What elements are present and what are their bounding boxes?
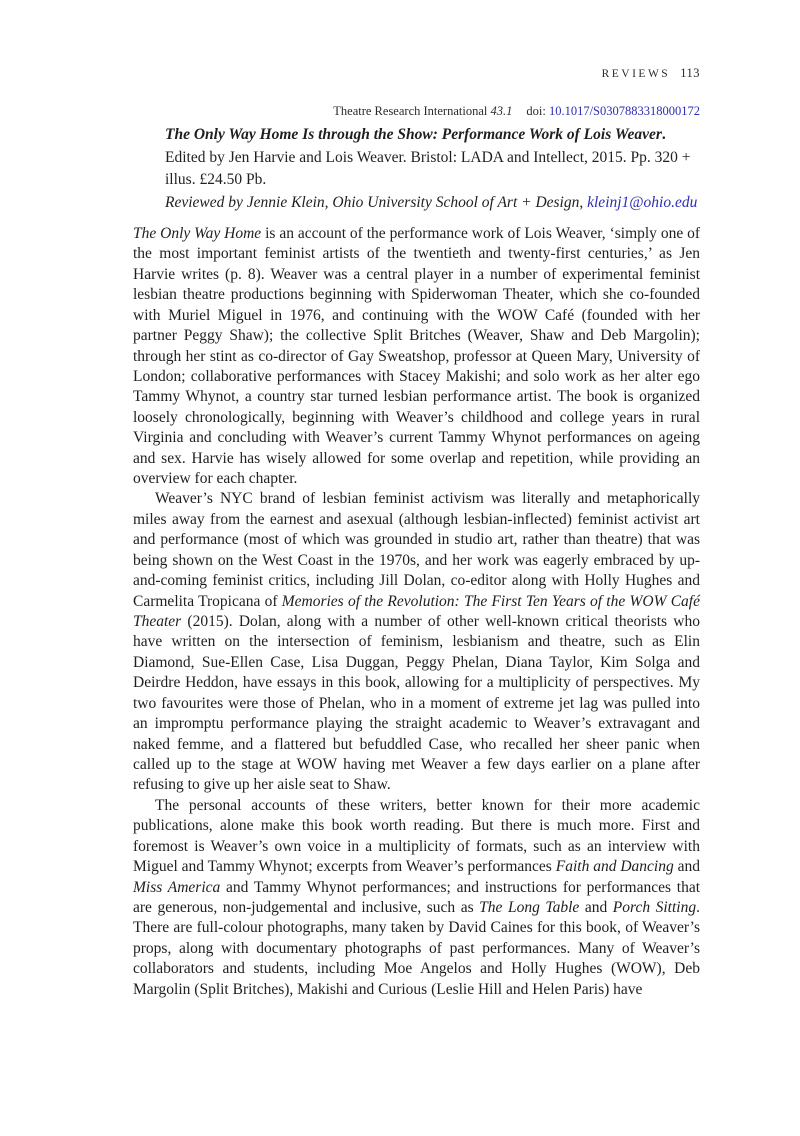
book-title-line [165, 124, 702, 147]
italic-run: Faith and Dancing [555, 858, 674, 876]
text-run: Weaver’s NYC brand of lesbian feminist activism was literally and metaphorically miles away from the earnest and asexual (although lesbian-inflected) feminist activist art and performance (most of which was grounded in studio art, rather than theatre) that was being shown on the West Coast in the 1970s, and her work was eagerly embraced by up-and-coming feminist critics, including Jill Dolan, co-editor along with Holly Hughes and Carmelita Tropicana of [133, 490, 700, 610]
book-heading [165, 124, 702, 214]
italic-run: The Long Table [479, 898, 580, 916]
volume-issue: 43.1 [490, 104, 513, 118]
body-paragraph [133, 489, 700, 795]
journal-title: Theatre Research International [333, 104, 488, 118]
text-run: . There are full-colour photographs, many taken by David Caines for this book, of Weaver’s props, along with documentary photographs of past performances. Many of Weaver’s collaborators and students, including Moe Angelos and Holly Hughes (WOW), Deb Margolin (Split Britches), Makishi and Curious (Leslie Hill and Helen Paris) have [133, 898, 700, 998]
doi-label: doi: [526, 104, 546, 118]
book-edition-statement: Edited by Jen Harvie and Lois Weaver. Bristol: LADA and Intellect, 2015. Pp. 320 + illus. £24.50 Pb. [165, 148, 691, 188]
text-run: and Tammy Whynot performances; and instructions for performances that are generous, non-judgemental and inclusive, such as [133, 878, 701, 916]
text-run: (2015). Dolan, along with a number of other well-known critical theorists who have written on the intersection of feminism, lesbianism and theatre, such as Elin Diamond, Sue-Ellen Case, Lisa Duggan, Peggy Phelan, Diana Taylor, Kim Solga and Deirdre Heddon, have essays in this book, allowing for a multiplicity of perspectives. My two favourites were those of Phelan, who in a moment of extreme jet lag was pulled into an impromptu performance playing the straight academic to Weaver’s extravagant and naked femme, and a flattered but befuddled Case, who recalled her sheer panic when called up to the stage at WOW having met Weaver a few days earlier on a plane after refusing to give up her aisle seat to Shaw. [133, 613, 700, 794]
italic-run: Memories of the Revolution: The First Ten Years of the WOW Café Theater [133, 592, 700, 631]
text-run: and [579, 898, 613, 916]
review-body [133, 224, 700, 1000]
reviewer-line [165, 192, 702, 215]
reviewed-by-text: Reviewed by Jennie Klein, Ohio University School of Art + Design, [165, 193, 588, 211]
page-number: 113 [680, 66, 700, 80]
body-paragraph [133, 224, 700, 489]
running-head [602, 66, 700, 81]
book-title: The Only Way Home Is through the Show: Performance Work of Lois Weaver [165, 126, 662, 143]
book-title-period: . [661, 126, 666, 143]
italic-run: The Only Way Home [133, 225, 262, 242]
journal-citation-line [333, 104, 700, 119]
text-run: and [673, 858, 700, 876]
doi-link[interactable]: 10.1017/S0307883318000172 [548, 104, 700, 118]
italic-run: Porch Sitting [612, 898, 697, 916]
body-paragraph [133, 796, 700, 1000]
reviewer-email-link[interactable]: kleinj1@ohio.edu [587, 193, 698, 211]
text-run: The personal accounts of these writers, better known for their more academic publications, alone make this book worth reading. But there is much more. First and foremost is Weaver’s own voice in a multiplicity of formats, such as an interview with Miguel and Tammy Whynot; excerpts from Weaver’s performances [133, 796, 700, 876]
running-head-section-label: REVIEWS [601, 68, 671, 80]
italic-run: Miss America [133, 878, 221, 896]
text-run: is an account of the performance work of Lois Weaver, ‘simply one of the most important feminist artists of the twentieth and twenty-first centuries,’ as Jen Harvie writes (p. 8). Weaver was a central player in a number of experimental feminist lesbian theatre productions beginning with Spiderwoman Theater, which she co-founded with Muriel Miguel in 1976, and continuing with the WOW Café (founded with her partner Peggy Shaw); the collective Split Britches (Weaver, Shaw and Deb Margolin); through her stint as co-director of Gay Sweatshop, professor at Queen Mary, University of London; collaborative performances with Stacey Makishi; and solo work as her alter ego Tammy Whynot, a country star turned lesbian performance artist. The book is organized loosely chronologically, beginning with Weaver’s childhood and college years in rural Virginia and concluding with Weaver’s current Tammy Whynot performances on ageing and sex. Harvie has wisely allowed for some overlap and repetition, while providing an overview for each chapter. [133, 225, 701, 488]
